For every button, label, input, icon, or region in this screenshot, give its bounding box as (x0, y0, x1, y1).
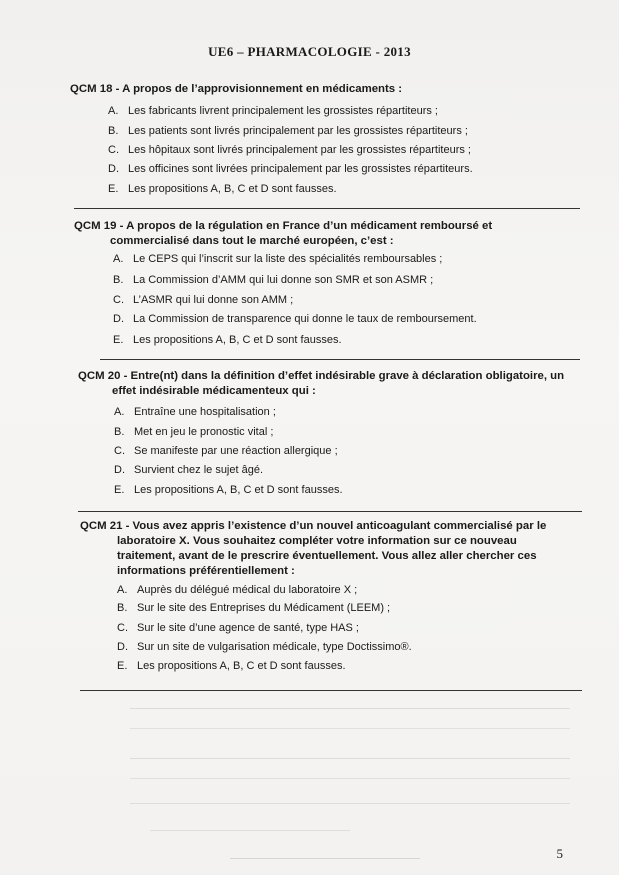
question-19-option-c[interactable]: C. L’ASMR qui lui donne son AMM ; (113, 294, 294, 306)
page-title: UE6 – PHARMACOLOGIE - 2013 (208, 44, 411, 59)
question-18-option-c[interactable]: C. Les hôpitaux sont livrés principalement par les grossistes répartiteurs ; (108, 144, 471, 156)
question-19-option-e[interactable]: E. Les propositions A, B, C et D sont fausses. (113, 334, 342, 346)
question-20-title-line-1: QCM 20 - Entre(nt) dans la définition d’effet indésirable grave à déclaration obligatoire, un (78, 370, 565, 382)
question-20-option-b[interactable]: B. Met en jeu le pronostic vital ; (114, 426, 274, 438)
question-19-option-d[interactable]: D. La Commission de transparence qui donne le taux de remboursement. (113, 313, 477, 325)
question-21-title-line-2: laboratoire X. Vous souhaitez compléter votre information sur ce nouveau (117, 535, 517, 547)
question-21-option-a[interactable]: A. Auprès du délégué médical du laboratoire X ; (117, 584, 358, 596)
question-18-option-e[interactable]: E. Les propositions A, B, C et D sont fausses. (108, 183, 337, 195)
question-20-title-line-2: effet indésirable médicamenteux qui : (112, 385, 316, 397)
question-21-option-e[interactable]: E. Les propositions A, B, C et D sont fausses. (117, 660, 346, 672)
question-19-option-a[interactable]: A. Le CEPS qui l’inscrit sur la liste des spécialités remboursables ; (113, 253, 443, 265)
question-18-title: QCM 18 - A propos de l’approvisionnement en médicaments : (70, 83, 403, 95)
question-19-option-b[interactable]: B. La Commission d’AMM qui lui donne son SMR et son ASMR ; (113, 274, 434, 286)
question-21-title-line-1: QCM 21 - Vous avez appris l’existence d’un nouvel anticoagulant commercialisé par le (80, 520, 547, 532)
question-21-title-line-4: informations préférentiellement : (117, 565, 295, 577)
question-20-option-a[interactable]: A. Entraîne une hospitalisation ; (114, 406, 276, 418)
question-20-option-c[interactable]: C. Se manifeste par une réaction allergique ; (114, 445, 338, 457)
question-18-option-a[interactable]: A. Les fabricants livrent principalement les grossistes répartiteurs ; (108, 105, 438, 117)
page-number: 5 (556, 846, 563, 861)
question-21-option-d[interactable]: D. Sur un site de vulgarisation médicale, type Doctissimo®. (117, 641, 412, 653)
question-19-title-line-2: commercialisé dans tout le marché européen, c’est : (110, 235, 394, 247)
divider (80, 690, 582, 691)
question-21-title-line-3: traitement, avant de le prescrire éventuellement. Vous allez aller chercher ces (117, 550, 537, 562)
divider (78, 511, 582, 512)
question-20-option-e[interactable]: E. Les propositions A, B, C et D sont fausses. (114, 484, 343, 496)
question-18-option-d[interactable]: D. Les officines sont livrées principalement par les grossistes répartiteurs. (108, 163, 473, 175)
question-20-option-d[interactable]: D. Survient chez le sujet âgé. (114, 464, 264, 476)
divider (100, 359, 580, 360)
divider (74, 208, 580, 209)
question-21-option-b[interactable]: B. Sur le site des Entreprises du Médicament (LEEM) ; (117, 602, 391, 614)
question-18-option-b[interactable]: B. Les patients sont livrés principalement par les grossistes répartiteurs ; (108, 125, 468, 137)
question-21-option-c[interactable]: C. Sur le site d’une agence de santé, type HAS ; (117, 622, 359, 634)
question-19-title-line-1: QCM 19 - A propos de la régulation en France d’un médicament remboursé et (74, 220, 493, 232)
